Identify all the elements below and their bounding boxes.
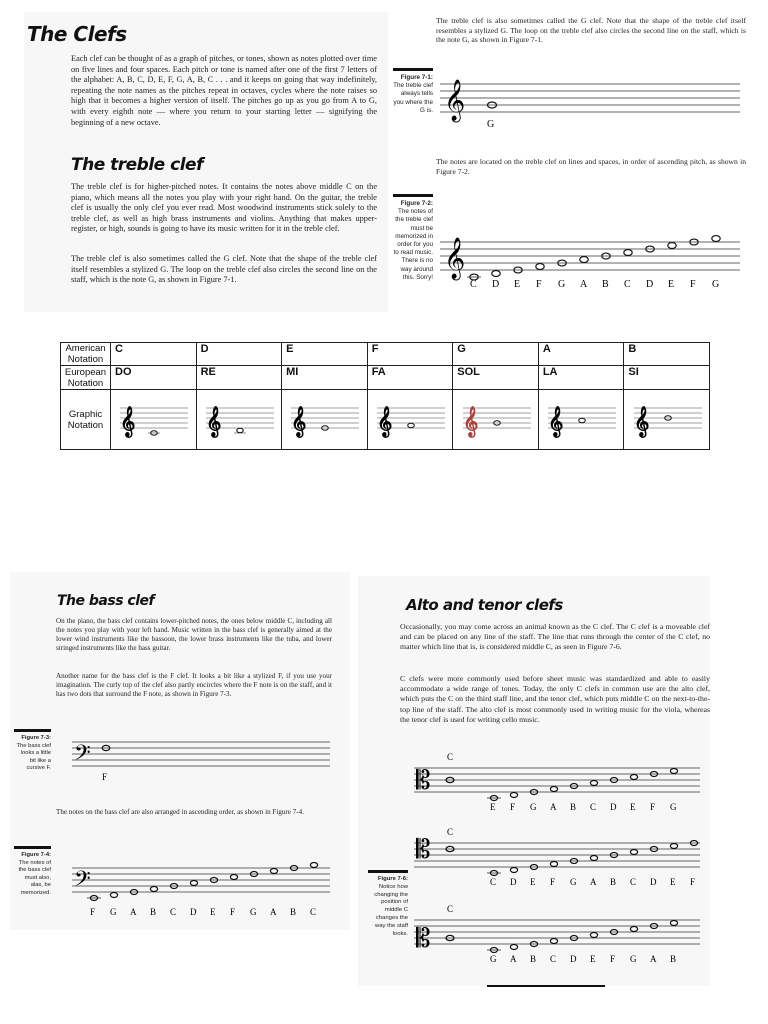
note-label: E bbox=[490, 802, 496, 812]
row-header-line: European bbox=[64, 366, 107, 378]
note-head bbox=[630, 774, 637, 779]
row-header-european bbox=[61, 366, 111, 390]
american-cell: C bbox=[111, 343, 197, 366]
row-header-line: Notation bbox=[67, 377, 104, 389]
note-label: A bbox=[270, 907, 277, 917]
graphic-notation-row bbox=[61, 390, 710, 450]
row-header-line: Notation bbox=[67, 419, 104, 431]
note-label: G bbox=[530, 802, 537, 812]
figure-label: Figure 7-3: bbox=[21, 735, 51, 741]
note-label: G bbox=[490, 954, 497, 964]
bass-paragraph-1: On the piano, the bass clef contains lower-pitched notes, the ones below middle C, including all the notes you play with your left hand. Music written in the bass clef is generally aimed at the lower wind instruments like the bassoon, the lower brass instruments like the tuba, and lower stringed instruments like the bass guitar. bbox=[56, 617, 332, 653]
figure-caption-text: Notice how changing the position of middle C changes the way the staff looks. bbox=[374, 883, 408, 937]
treble-paragraph-2: The treble clef is also sometimes called the G clef. Note that the shape of the treble clef itself resembles a stylized G. The loop on the treble clef also circles the second line on the staff, which is the note G, as shown in Figure 7-1. bbox=[71, 254, 377, 285]
alto-paragraph-1: Occasionally, you may come across an animal known as the C clef. The C clef is a moveable clef and can be placed on any line of the staff. The line that runs through the center of the C clef, no matter which line that is, is considered middle C, as seen in Figure 7-6. bbox=[400, 622, 710, 652]
note-label: E bbox=[630, 802, 636, 812]
american-cell: B bbox=[624, 343, 710, 366]
figure-7-4-intro: The notes on the bass clef are also arranged in ascending order, as shown in Figure 7-4. bbox=[56, 808, 304, 816]
american-cell: F bbox=[367, 343, 453, 366]
note-head bbox=[550, 938, 557, 943]
figure-7-6-caption bbox=[368, 870, 408, 938]
note-label: D bbox=[510, 877, 517, 887]
note-head bbox=[408, 423, 415, 427]
c-label: C bbox=[447, 752, 454, 762]
note-label: A bbox=[590, 877, 597, 887]
note-label: E bbox=[590, 954, 596, 964]
note-head bbox=[590, 780, 597, 785]
note-label: E bbox=[210, 907, 216, 917]
note-head bbox=[630, 849, 637, 854]
note-label: C bbox=[490, 877, 497, 887]
note-label: B bbox=[570, 802, 577, 812]
note-label: F bbox=[90, 907, 96, 917]
note-label: A bbox=[650, 954, 657, 964]
figure-7-4-caption bbox=[14, 846, 51, 898]
note-label: C bbox=[310, 907, 317, 917]
figure-rule bbox=[14, 846, 51, 849]
note-head bbox=[110, 892, 117, 897]
note-label: F bbox=[690, 279, 696, 290]
figure-label: Figure 7-2: bbox=[400, 200, 433, 207]
figure-7-4-staff bbox=[72, 862, 334, 922]
treble-paragraph-1: The treble clef is for higher-pitched notes. It contains the notes above middle C on the piano, which means all the notes you play with your right hand. On the guitar, the treble clef is usually the only clef you ever read. Most woodwind instruments stick solely to the treble clef, as well as high brass instruments and violins. Anything that makes upper-register, or high, sounds is going to have its music written for it in the treble clef. bbox=[71, 182, 377, 234]
note-label: G bbox=[570, 877, 577, 887]
figure-rule bbox=[393, 68, 433, 71]
note-label: D bbox=[190, 907, 197, 917]
heading-treble-clef: The treble clef bbox=[71, 155, 203, 175]
note-label: E bbox=[668, 279, 675, 290]
note-head bbox=[550, 786, 557, 791]
note-head bbox=[670, 768, 677, 773]
treble-clef-icon: 𝄞 bbox=[548, 406, 564, 436]
american-cell: D bbox=[196, 343, 282, 366]
figure-7-6-staff-2 bbox=[414, 825, 704, 889]
note-label: C bbox=[624, 279, 631, 290]
note-label: F bbox=[230, 907, 236, 917]
european-notation-row bbox=[61, 366, 710, 390]
note-head bbox=[310, 862, 317, 867]
figure-rule bbox=[368, 870, 408, 873]
note-label: B bbox=[602, 279, 609, 290]
figure-caption-text: The treble clef always tells you where the G is. bbox=[393, 82, 433, 114]
graphic-staff bbox=[628, 398, 706, 442]
note-label: B bbox=[610, 877, 617, 887]
note-label: B bbox=[530, 954, 537, 964]
c-clef-icon: 𝄡 bbox=[416, 766, 431, 795]
note-label: A bbox=[550, 802, 557, 812]
figure-7-2-caption bbox=[393, 194, 433, 282]
note-head bbox=[270, 868, 277, 873]
note-label: A bbox=[130, 907, 137, 917]
note-label: G bbox=[250, 907, 257, 917]
figure-rule bbox=[393, 194, 433, 197]
note-label: C bbox=[630, 877, 637, 887]
note-head bbox=[492, 271, 500, 277]
treble-clef-icon: 𝄞 bbox=[462, 406, 478, 436]
note-label: E bbox=[530, 877, 536, 887]
figure-caption-text: The bass clef looks a little bit like a cursive F. bbox=[16, 742, 51, 772]
european-cell: RE bbox=[196, 366, 282, 390]
european-cell: FA bbox=[367, 366, 453, 390]
figure-7-6-staff-1 bbox=[414, 750, 704, 814]
american-cell: E bbox=[282, 343, 368, 366]
graphic-cell bbox=[282, 390, 368, 450]
note-label: F bbox=[510, 802, 516, 812]
figure-7-1-staff bbox=[440, 72, 745, 132]
note-label: D bbox=[646, 279, 654, 290]
note-head bbox=[150, 886, 157, 891]
treble-clef-icon: 𝄞 bbox=[444, 80, 466, 120]
note-head bbox=[237, 428, 244, 432]
note-head bbox=[590, 932, 597, 937]
treble-clef-icon: 𝄞 bbox=[120, 406, 136, 436]
figure-label: Figure 7-1: bbox=[400, 74, 433, 81]
note-label: G bbox=[630, 954, 637, 964]
figure-7-6-staff-3 bbox=[414, 902, 704, 966]
note-head bbox=[536, 264, 544, 270]
note-label: E bbox=[514, 279, 521, 290]
c-label: C bbox=[447, 827, 454, 837]
note-label: F bbox=[690, 877, 696, 887]
note-head bbox=[580, 257, 588, 263]
notation-table bbox=[60, 342, 710, 450]
figure-7-2-intro: The notes are located on the treble clef on lines and spaces, in order of ascending pitch, as shown in Figure 7-2. bbox=[436, 157, 746, 176]
note-label: C bbox=[590, 802, 597, 812]
note-label: D bbox=[492, 279, 500, 290]
row-header-line: Graphic bbox=[68, 408, 103, 420]
treble-clef-icon: 𝄞 bbox=[291, 406, 307, 436]
note-label: D bbox=[650, 877, 657, 887]
note-head bbox=[668, 243, 676, 249]
heading-the-clefs: The Clefs bbox=[27, 22, 127, 46]
intro-paragraph: Each clef can be thought of as a graph of pitches, or tones, shown as notes plotted over time on five lines and four spaces. Each pitch or tone is named after one of the first 7 letters of the alphabet: A, B, C, D, E, F, G, A, B, C . . . and it keeps on going that way indefinitely, repeating the note names as the pitches repeat in octaves, cycles where the note raises so high that it becomes a higher version of itself. The pitches go up as you go from A to G, with every eighth note — where you return to your starting letter — signifying the beginning of a new octave. bbox=[71, 54, 377, 127]
note-label: F bbox=[650, 802, 656, 812]
c-clef-icon: 𝄡 bbox=[416, 924, 431, 953]
note-head bbox=[579, 418, 586, 422]
treble-clef-icon: 𝄞 bbox=[444, 238, 466, 278]
graphic-staff bbox=[200, 398, 278, 442]
note-head bbox=[510, 944, 517, 949]
note-head bbox=[670, 843, 677, 848]
alto-paragraph-2: C clefs were more commonly used before sheet music was standardized and able to easily accommodate a wide range of tones. Today, the only C clefs in common use are the alto clef, which puts the C on the third staff line, and the tenor clef, which puts middle C on the next-to-the-top line of the staff. The alto clef is most commonly used in writing music for the viola, whereas the tenor clef is used for writing cello music. bbox=[400, 674, 710, 724]
note-head bbox=[624, 250, 632, 256]
figure-7-3-caption bbox=[14, 729, 51, 773]
note-head bbox=[190, 880, 197, 885]
figure-label: Figure 7-4: bbox=[21, 852, 51, 858]
treble-clef-icon: 𝄞 bbox=[376, 406, 393, 436]
european-cell: MI bbox=[282, 366, 368, 390]
note-label: C bbox=[470, 279, 477, 290]
bass-paragraph-2: Another name for the bass clef is the F clef. It looks a bit like a stylized F, if you use your imagination. The curly top of the clef also partly encircles where the F note is on the staff, and it has two dots that surround the F note, as shown in Figure 7-3. bbox=[56, 672, 332, 699]
note-label: F bbox=[610, 954, 616, 964]
note-label: F bbox=[102, 772, 108, 782]
european-cell: SOL bbox=[453, 366, 539, 390]
american-cell: G bbox=[453, 343, 539, 366]
graphic-staff bbox=[371, 398, 449, 442]
graphic-cell bbox=[111, 390, 197, 450]
note-label: D bbox=[610, 802, 617, 812]
graphic-staff bbox=[285, 398, 363, 442]
european-cell: SI bbox=[624, 366, 710, 390]
graphic-staff bbox=[457, 398, 535, 442]
bass-clef-icon: 𝄢 bbox=[74, 867, 91, 896]
right-top-paragraph: The treble clef is also sometimes called the G clef. Note that the shape of the treble clef itself resembles a stylized G. The loop on the treble clef also circles the second line on the staff, which is the note G, as shown in Figure 7-1. bbox=[436, 16, 746, 45]
note-head bbox=[510, 867, 517, 872]
note-head bbox=[550, 861, 557, 866]
graphic-cell bbox=[367, 390, 453, 450]
row-header-graphic bbox=[61, 390, 111, 450]
heading-bass-clef: The bass clef bbox=[57, 593, 155, 609]
note-head bbox=[670, 920, 677, 925]
note-label: B bbox=[290, 907, 297, 917]
note-label: C bbox=[170, 907, 177, 917]
row-header-american bbox=[61, 343, 111, 366]
figure-caption-text: The notes of the treble clef must be memorized in order for you to read music. There is no way around this. Sorry! bbox=[393, 208, 433, 281]
european-cell: LA bbox=[538, 366, 624, 390]
bass-clef-icon: 𝄢 bbox=[74, 741, 91, 770]
figure-caption-text: The notes of the bass clef must also, alas, be memorized. bbox=[18, 859, 51, 896]
note-label: D bbox=[570, 954, 577, 964]
note-label: A bbox=[510, 954, 517, 964]
row-header-line: American bbox=[65, 343, 106, 354]
note-label: E bbox=[670, 877, 676, 887]
heading-alto-tenor: Alto and tenor clefs bbox=[406, 596, 563, 614]
note-label: B bbox=[150, 907, 157, 917]
note-label: G bbox=[558, 279, 566, 290]
note-label: G bbox=[110, 907, 117, 917]
page-footer-rule bbox=[487, 985, 605, 987]
c-clef-icon: 𝄡 bbox=[416, 835, 431, 864]
note-label: G bbox=[712, 279, 720, 290]
american-notation-row bbox=[61, 343, 710, 366]
figure-7-1-caption bbox=[393, 68, 433, 115]
european-cell: DO bbox=[111, 366, 197, 390]
note-head bbox=[712, 236, 720, 242]
treble-clef-icon: 𝄞 bbox=[633, 406, 650, 436]
note-head bbox=[230, 874, 237, 879]
graphic-cell bbox=[196, 390, 282, 450]
note-label: F bbox=[550, 877, 556, 887]
note-label: G bbox=[487, 119, 495, 130]
graphic-cell bbox=[538, 390, 624, 450]
graphic-cell bbox=[453, 390, 539, 450]
note-label: G bbox=[670, 802, 677, 812]
graphic-cell bbox=[624, 390, 710, 450]
treble-clef-icon: 𝄞 bbox=[205, 406, 222, 436]
note-label: C bbox=[550, 954, 557, 964]
note-label: A bbox=[580, 279, 588, 290]
graphic-staff bbox=[114, 398, 192, 442]
note-head bbox=[510, 792, 517, 797]
figure-label: Figure 7-6: bbox=[377, 876, 408, 882]
figure-7-2-staff bbox=[440, 230, 745, 294]
figure-7-3-staff bbox=[72, 736, 334, 784]
c-label: C bbox=[447, 904, 454, 914]
note-head bbox=[630, 926, 637, 931]
note-label: B bbox=[670, 954, 677, 964]
graphic-staff bbox=[542, 398, 620, 442]
figure-rule bbox=[14, 729, 51, 732]
note-label: F bbox=[536, 279, 542, 290]
american-cell: A bbox=[538, 343, 624, 366]
note-head bbox=[590, 855, 597, 860]
row-header-line: Notation bbox=[67, 354, 104, 365]
